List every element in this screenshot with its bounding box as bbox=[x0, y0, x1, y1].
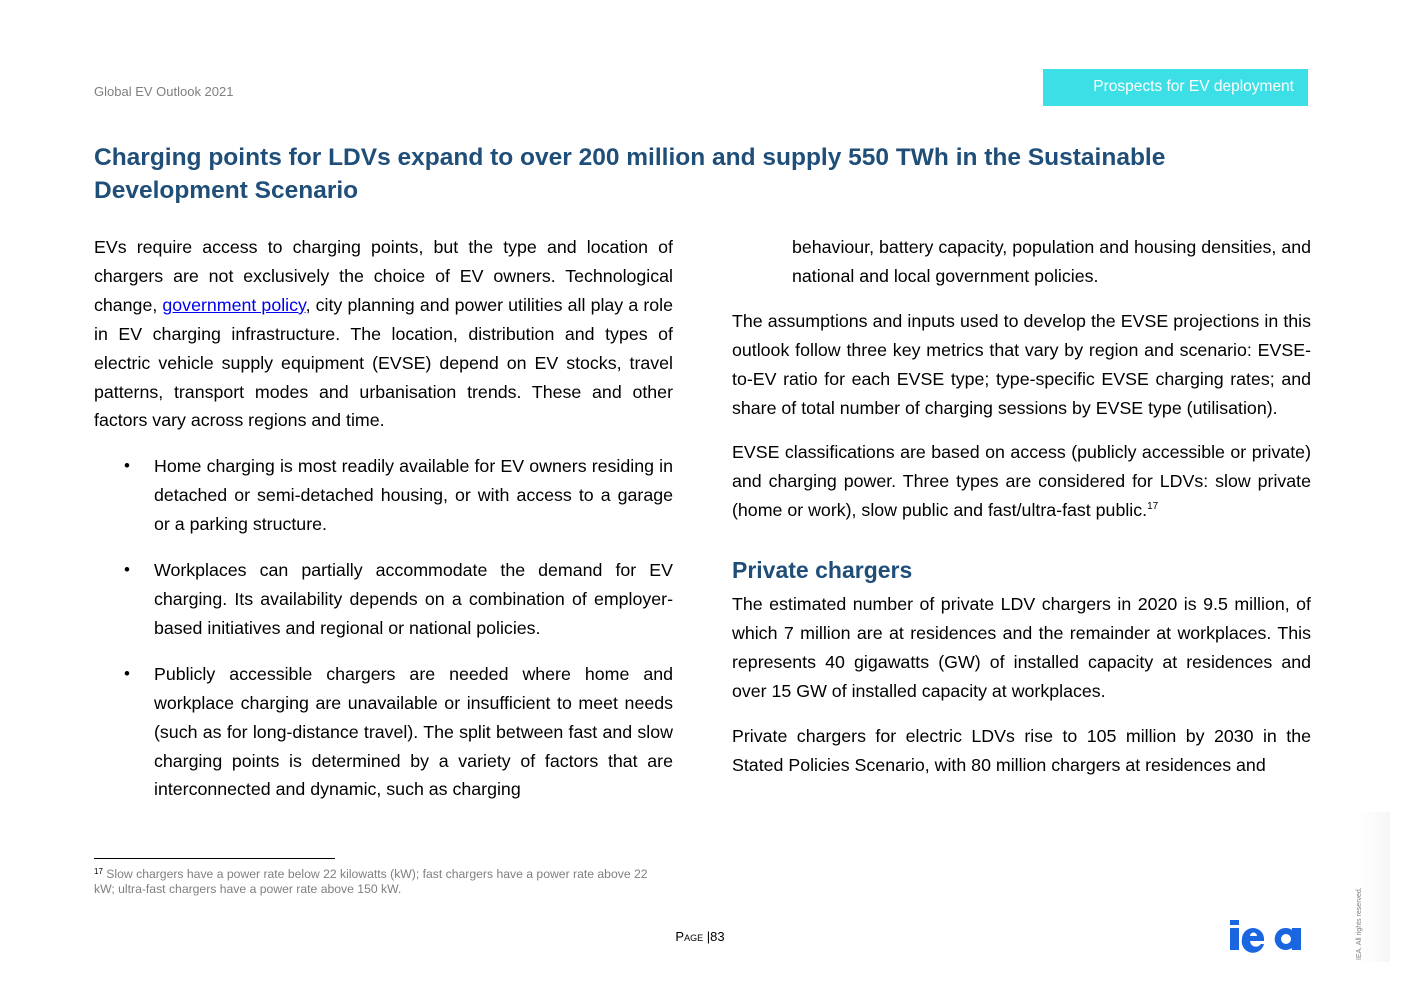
private-chargers-heading: Private chargers bbox=[732, 557, 913, 584]
intro-text-1: EVs require access to charging points, but the type and location of chargers are not exclusively the choice of EV owners. Technological change, bbox=[94, 237, 673, 315]
footnote-number: 17 bbox=[94, 867, 103, 876]
page-label: Page bbox=[675, 929, 704, 944]
footnote-divider bbox=[94, 858, 335, 859]
intro-text-2: , city planning and power utilities all play a role in EV charging infrastructure. The location, distribution and types of electric vehicle supply equipment (EVSE) depend on EV stocks, travel patterns, transport modes and urbanisation trends. These and other factors vary across regions and time. bbox=[94, 294, 673, 431]
bullet-icon: • bbox=[124, 560, 130, 580]
evse-assumptions-paragraph: The assumptions and inputs used to develop the EVSE projections in this outlook follow three key metrics that vary by region and scenario: EVSE-to-EV ratio for each EVSE type; type-specific EVSE charging rates; and share of total number of charging sessions by EVSE type (utilisation). bbox=[732, 310, 1311, 418]
list-item bbox=[94, 556, 673, 643]
list-item bbox=[94, 452, 673, 539]
bullet-text: Publicly accessible chargers are needed where home and workplace charging are unavailable or insufficient to meet needs (such as for long-distance travel). The split between fast and slow charging points is determined by a variety of factors that are interconnected and dynamic, such as charging bbox=[154, 663, 673, 800]
private-chargers-projection-paragraph: Private chargers for electric LDVs rise to 105 million by 2030 in the Stated Policies Scenario, with 80 million chargers at residences and bbox=[732, 725, 1311, 775]
publication-title: Global EV Outlook 2021 bbox=[94, 84, 234, 99]
bullet-icon: • bbox=[124, 456, 130, 476]
bullet-continuation: behaviour, battery capacity, population and housing densities, and national and local government policies. bbox=[792, 237, 1311, 286]
page-title: Charging points for LDVs expand to over 200 million and supply 550 TWh in the Sustainable Development Scenario bbox=[94, 144, 1166, 204]
bullet-icon: • bbox=[124, 663, 130, 683]
bullet-text: Workplaces can partially accommodate the demand for EV charging. Its availability depends on a combination of employer-based initiatives and regional or national policies. bbox=[154, 560, 673, 638]
bullet-text: Home charging is most readily available for EV owners residing in detached or semi-detached housing, or with access to a garage or a parking structure. bbox=[154, 456, 673, 535]
left-column bbox=[94, 233, 673, 821]
government-policy-link[interactable]: government policy bbox=[162, 294, 306, 315]
classification-text: EVSE classifications are based on access (publicly accessible or private) and charging power. Three types are considered for LDVs: slow private (home or work), slow public and fast/ultra-fast public. bbox=[732, 442, 1311, 521]
page-value: 83 bbox=[710, 929, 725, 944]
right-column bbox=[732, 233, 1311, 796]
footnote-text: Slow chargers have a power rate below 22 kilowatts (kW); fast chargers have a power rate above 22 kW; ultra-fast chargers have a power rate above 150 kW. bbox=[94, 867, 648, 896]
intro-paragraph bbox=[94, 233, 673, 435]
bullet-list bbox=[94, 452, 673, 804]
evse-classification-paragraph bbox=[732, 438, 1311, 525]
rights-notice: IEA. All rights reserved. bbox=[1356, 887, 1363, 960]
private-chargers-paragraph: The estimated number of private LDV chargers in 2020 is 9.5 million, of which 7 million are at residences and the remainder at workplaces. This represents 40 gigawatts (GW) of installed capacity at residences and over 15 GW of installed capacity at workplaces. bbox=[732, 594, 1311, 701]
page-separator: | bbox=[706, 929, 711, 944]
footnote-ref[interactable]: 17 bbox=[1147, 501, 1159, 513]
footnote bbox=[94, 867, 654, 897]
iea-logo-icon bbox=[1229, 917, 1309, 953]
list-item bbox=[94, 660, 673, 805]
page-number bbox=[630, 929, 770, 944]
section-tab: Prospects for EV deployment bbox=[1043, 69, 1308, 106]
